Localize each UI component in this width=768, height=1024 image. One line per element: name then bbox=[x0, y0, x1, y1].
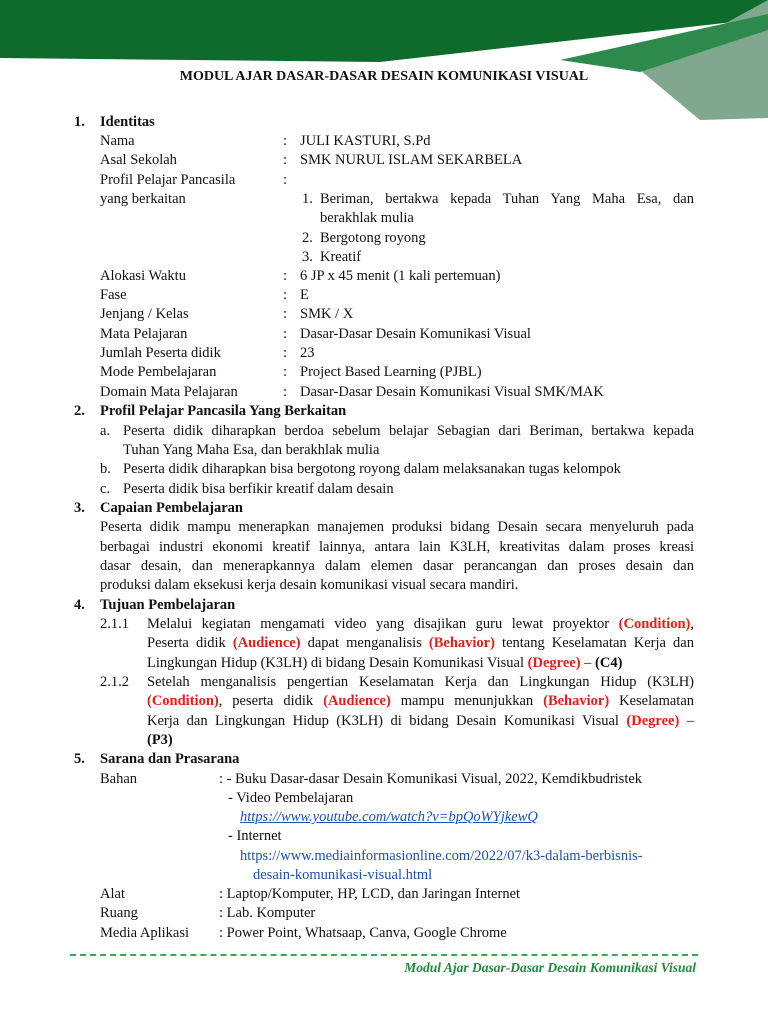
field-label: Asal Sekolah bbox=[100, 152, 177, 168]
field-value: Dasar-Dasar Desain Komunikasi Visual bbox=[300, 326, 531, 342]
list-item-text: Kreatif bbox=[320, 249, 362, 265]
text: Lingkungan Hidup (K3LH) di bidang Desain Komunikasi Visual bbox=[147, 655, 528, 671]
objective-line bbox=[147, 634, 694, 652]
colon: : bbox=[283, 152, 288, 168]
header-banner bbox=[0, 0, 768, 130]
text: mampu menunjukkan bbox=[390, 693, 544, 709]
list-item-text: Beriman, bertakwa kepada Tuhan Yang Maha Esa, dan bbox=[320, 191, 694, 207]
highlight: (Audience) bbox=[232, 635, 301, 651]
section-heading: Identitas bbox=[100, 114, 155, 130]
video-link[interactable]: https://www.youtube.com/watch?v=bpQoWYjkewQ bbox=[240, 809, 538, 825]
paragraph-line: produksi dalam eksekusi kerja desain komunikasi visual secara mandiri. bbox=[100, 577, 519, 593]
field-value: - Internet bbox=[228, 828, 282, 844]
field-value: JULI KASTURI, S.Pd bbox=[300, 133, 431, 149]
highlight: (Condition) bbox=[147, 693, 219, 709]
field-label: Bahan bbox=[100, 771, 138, 787]
field-value: 6 JP x 45 menit (1 kali pertemuan) bbox=[300, 268, 501, 284]
section-number: 4. bbox=[74, 597, 85, 613]
field-label: Jumlah Peserta didik bbox=[100, 345, 221, 361]
list-letter: a. bbox=[100, 423, 111, 439]
colon: : bbox=[283, 364, 288, 380]
section-heading: Capaian Pembelajaran bbox=[100, 500, 243, 516]
field-label: Alat bbox=[100, 886, 125, 902]
field-value: - Video Pembelajaran bbox=[228, 790, 354, 806]
list-number: 3. bbox=[302, 249, 313, 265]
colon: : bbox=[283, 345, 288, 361]
field-label: Jenjang / Kelas bbox=[100, 306, 189, 322]
highlight: (Audience) bbox=[323, 693, 391, 709]
list-item-text: Peserta didik bisa berfikir kreatif dalam desain bbox=[123, 481, 394, 497]
field-value: : Lab. Komputer bbox=[219, 905, 316, 921]
colon: : bbox=[283, 287, 288, 303]
list-letter: b. bbox=[100, 461, 111, 477]
objective-number: 2.1.1 bbox=[100, 616, 129, 632]
field-label: Domain Mata Pelajaran bbox=[100, 384, 238, 400]
section-number: 1. bbox=[74, 114, 85, 130]
text: dapat menganalisis bbox=[300, 635, 429, 651]
colon: : bbox=[283, 133, 288, 149]
document-title: MODUL AJAR DASAR-DASAR DESAIN KOMUNIKASI VISUAL bbox=[179, 69, 589, 84]
colon: : bbox=[283, 306, 288, 322]
field-label: Mata Pelajaran bbox=[100, 326, 188, 342]
text: tentang Keselamatan Kerja dan bbox=[494, 635, 694, 651]
paragraph-line: berbagai industri ekonomi kreatif lainnya, antara lain K3LH, kreativitas dalam proses kreasi bbox=[100, 539, 694, 555]
field-label: Media Aplikasi bbox=[100, 925, 190, 941]
field-label: Alokasi Waktu bbox=[100, 268, 186, 284]
field-value: : Laptop/Komputer, HP, LCD, dan Jaringan Internet bbox=[219, 886, 521, 902]
section-heading: Tujuan Pembelajaran bbox=[100, 597, 236, 613]
text: , bbox=[690, 616, 694, 632]
footer-divider bbox=[70, 954, 698, 956]
text: Melalui kegiatan mengamati video yang disajikan guru lewat proyektor bbox=[147, 616, 619, 632]
highlight: (Behavior) bbox=[543, 693, 610, 709]
article-link-cont[interactable]: desain-komunikasi-visual.html bbox=[253, 867, 433, 883]
objective-line bbox=[147, 615, 694, 633]
text: Keselamatan bbox=[609, 693, 694, 709]
objective-line bbox=[147, 692, 694, 710]
field-value: Dasar-Dasar Desain Komunikasi Visual SMK/MAK bbox=[300, 384, 604, 400]
field-label: Fase bbox=[100, 287, 127, 303]
list-item-text-cont: berakhlak mulia bbox=[320, 210, 414, 226]
colon: : bbox=[283, 268, 288, 284]
field-value: E bbox=[300, 287, 309, 303]
list-item-text: Peserta didik diharapkan berdoa sebelum belajar Sebagian dari Beriman, bertakwa kepada bbox=[123, 423, 694, 439]
highlight: (Degree) bbox=[527, 655, 581, 671]
objective-line: (P3) bbox=[147, 732, 173, 748]
list-letter: c. bbox=[100, 481, 111, 497]
field-label: Ruang bbox=[100, 905, 138, 921]
objective-line: Setelah menganalisis pengertian Keselamatan Kerja dan Lingkungan Hidup (K3LH) bbox=[147, 674, 694, 690]
field-value: SMK / X bbox=[300, 306, 354, 322]
highlight: (Degree) bbox=[626, 713, 680, 729]
section-number: 2. bbox=[74, 403, 85, 419]
colon: : bbox=[283, 384, 288, 400]
highlight: (Behavior) bbox=[428, 635, 495, 651]
colon: : bbox=[283, 326, 288, 342]
field-label: Nama bbox=[100, 133, 135, 149]
section-number: 5. bbox=[74, 751, 85, 767]
list-number: 2. bbox=[302, 230, 313, 246]
field-value: 23 bbox=[300, 345, 315, 361]
paragraph-line: Peserta didik mampu menerapkan manajemen produksi bidang Desain secara menyeluruh pada bbox=[100, 519, 694, 535]
text: Peserta didik bbox=[147, 635, 233, 651]
article-link[interactable]: https://www.mediainformasionline.com/2022/07/k3-dalam-berbisnis- bbox=[240, 848, 643, 864]
text: – bbox=[580, 655, 596, 671]
bold-text: (C4) bbox=[595, 655, 623, 671]
field-value: : - Buku Dasar-dasar Desain Komunikasi Visual, 2022, Kemdikbudristek bbox=[219, 771, 643, 787]
text: Kerja dan Lingkungan Hidup (K3LH) di bidang Desain Komunikasi Visual bbox=[147, 713, 627, 729]
highlight: (Condition) bbox=[618, 616, 691, 632]
field-value: : Power Point, Whatsaap, Canva, Google Chrome bbox=[219, 925, 507, 941]
list-item-text-cont: Tuhan Yang Maha Esa, dan berakhlak mulia bbox=[123, 442, 380, 458]
text: – bbox=[679, 713, 694, 729]
field-label-cont: yang berkaitan bbox=[100, 191, 186, 207]
footer-text: Modul Ajar Dasar-Dasar Desain Komunikasi Visual bbox=[404, 960, 696, 975]
field-value: Project Based Learning (PJBL) bbox=[300, 364, 482, 380]
objective-number: 2.1.2 bbox=[100, 674, 129, 690]
field-label: Profil Pelajar Pancasila bbox=[100, 172, 236, 188]
text: , peserta didik bbox=[218, 693, 324, 709]
field-value: SMK NURUL ISLAM SEKARBELA bbox=[300, 152, 523, 168]
section-number: 3. bbox=[74, 500, 85, 516]
objective-line bbox=[147, 712, 694, 730]
colon: : bbox=[283, 172, 288, 188]
objective-line bbox=[147, 654, 622, 672]
paragraph-line: dasar desain, dan menerapkannya dalam elemen dasar perancangan dan proses desain dan bbox=[100, 558, 694, 574]
list-item-text: Bergotong royong bbox=[320, 230, 426, 246]
field-label: Mode Pembelajaran bbox=[100, 364, 217, 380]
section-heading: Sarana dan Prasarana bbox=[100, 751, 240, 767]
list-number: 1. bbox=[302, 191, 313, 207]
section-heading: Profil Pelajar Pancasila Yang Berkaitan bbox=[100, 403, 347, 419]
list-item-text: Peserta didik diharapkan bisa bergotong royong dalam melaksanakan tugas kelompok bbox=[123, 461, 621, 477]
